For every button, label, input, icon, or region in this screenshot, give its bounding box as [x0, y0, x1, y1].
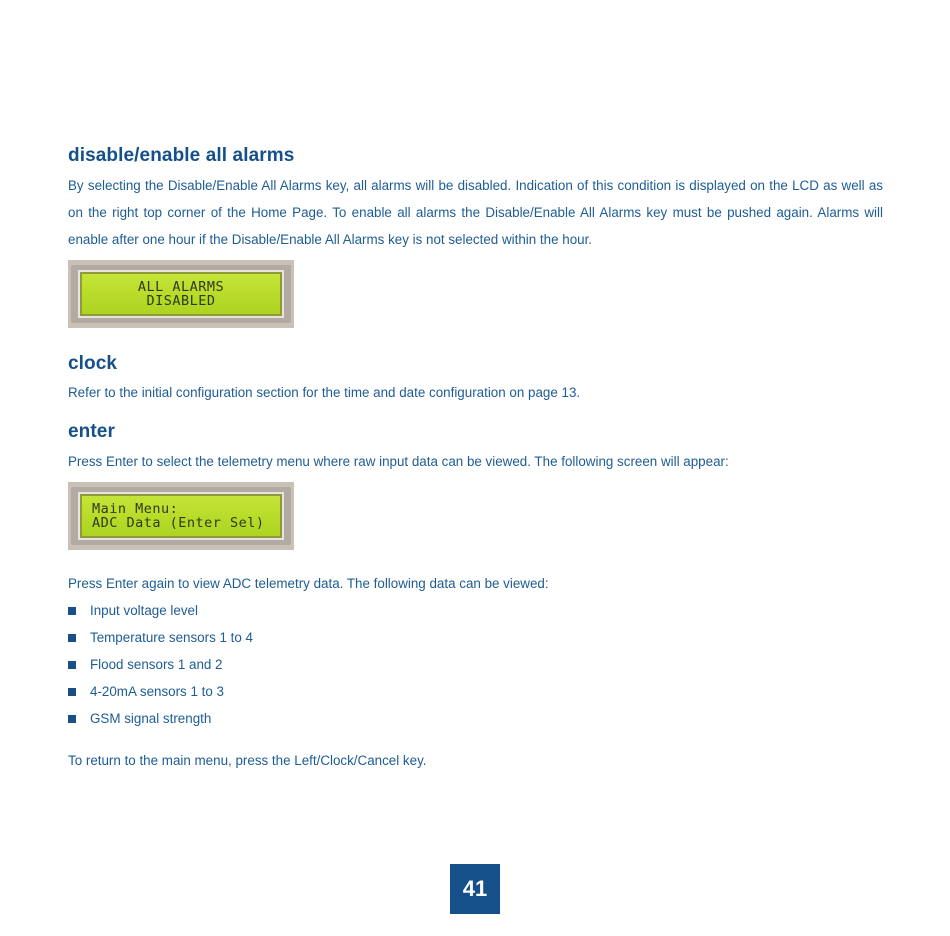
- section-heading-clock: clock: [68, 353, 118, 374]
- list-item-label: 4-20mA sensors 1 to 3: [90, 684, 224, 699]
- list-item: [68, 624, 253, 651]
- list-item-label: Flood sensors 1 and 2: [90, 657, 223, 672]
- clock-description: Refer to the initial configuration section for the time and date configuration on page 13.: [68, 385, 581, 400]
- list-item: [68, 678, 253, 705]
- list-item: [68, 705, 253, 732]
- list-item: [68, 651, 253, 678]
- lcd-display-main-menu: [68, 482, 294, 550]
- lcd-screen: [78, 270, 284, 318]
- return-instructions: To return to the main menu, press the Left/Clock/Cancel key.: [68, 753, 427, 768]
- section-heading-enter: enter: [68, 421, 115, 442]
- lcd-line-2: ADC Data (Enter Sel): [92, 515, 265, 531]
- enter-description: Press Enter to select the telemetry menu where raw input data can be viewed. The following screen will appear:: [68, 454, 729, 469]
- list-item-label: Input voltage level: [90, 603, 198, 618]
- lcd-bezel: [71, 487, 291, 545]
- lcd-screen: [78, 492, 284, 540]
- section-heading-disable-alarms: disable/enable all alarms: [68, 145, 295, 166]
- lcd-line-1: ALL ALARMS: [137, 279, 225, 295]
- lcd-line-2: DISABLED: [146, 293, 216, 309]
- page-number-badge: 41: [450, 864, 500, 914]
- square-bullet-icon: [68, 634, 76, 642]
- lcd-display-alarms-disabled: [68, 260, 294, 328]
- adc-telemetry-intro: Press Enter again to view ADC telemetry data. The following data can be viewed:: [68, 576, 549, 591]
- lcd-line-1: Main Menu:: [92, 501, 179, 517]
- telemetry-data-list: [68, 597, 253, 732]
- list-item-label: GSM signal strength: [90, 711, 212, 726]
- lcd-bezel: [71, 265, 291, 323]
- disable-alarms-description: By selecting the Disable/Enable All Alarms key, all alarms will be disabled. Indication of this condition is displayed on the LCD as well as on the right top corner of the Home Page. To enable all alarms the Disable/Enable All Alarms key must be pushed again. Alarms will enable after one hour if the Disable/Enable All Alarms key is not selected within the hour.: [68, 178, 883, 247]
- square-bullet-icon: [68, 607, 76, 615]
- list-item-label: Temperature sensors 1 to 4: [90, 630, 254, 645]
- square-bullet-icon: [68, 715, 76, 723]
- list-item: [68, 597, 253, 624]
- square-bullet-icon: [68, 661, 76, 669]
- square-bullet-icon: [68, 688, 76, 696]
